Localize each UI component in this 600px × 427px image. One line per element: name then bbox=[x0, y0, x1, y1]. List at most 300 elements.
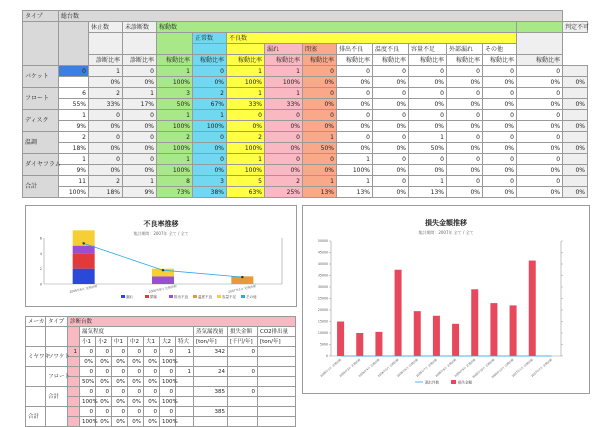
ratio-cell[interactable]: 0% bbox=[123, 121, 157, 132]
bt-ratio-cell[interactable]: 0% bbox=[144, 377, 160, 387]
count-cell[interactable]: 2 bbox=[227, 132, 265, 143]
bt-value-cell[interactable] bbox=[176, 387, 194, 397]
ratio-cell[interactable]: 0% bbox=[337, 143, 373, 154]
bt-value-cell[interactable]: 0 bbox=[228, 367, 258, 377]
count-cell[interactable]: 0 bbox=[265, 110, 303, 121]
bt-ratio-cell[interactable]: 0% bbox=[144, 357, 160, 367]
bt-value-cell[interactable]: 385 bbox=[194, 387, 228, 397]
row-type-label[interactable]: ディスク bbox=[23, 110, 59, 132]
count-cell[interactable] bbox=[563, 132, 588, 143]
ratio-cell[interactable]: 0% bbox=[303, 121, 337, 132]
bt-value-cell[interactable]: 0 bbox=[160, 347, 176, 357]
bt-value-cell[interactable]: 0 bbox=[228, 387, 258, 397]
bt-ratio-cell[interactable]: 0% bbox=[96, 397, 112, 407]
ratio-cell[interactable]: 0% bbox=[373, 77, 409, 88]
ratio-cell[interactable]: 0% bbox=[409, 99, 447, 110]
bt-value-cell[interactable] bbox=[68, 387, 80, 397]
ratio-cell[interactable]: 0% bbox=[517, 77, 563, 88]
count-cell[interactable]: 2 bbox=[89, 88, 123, 99]
bt-value-cell[interactable]: 0 bbox=[128, 387, 144, 397]
ratio-cell[interactable]: 0% bbox=[563, 143, 588, 154]
count-cell[interactable]: 0 bbox=[123, 66, 157, 77]
count-cell[interactable] bbox=[563, 154, 588, 165]
header-normal[interactable]: 正常数 bbox=[193, 33, 227, 44]
ratio-cell[interactable]: 0% bbox=[483, 77, 517, 88]
ratio-cell[interactable]: 0% bbox=[447, 77, 483, 88]
ratio-cell[interactable]: 50% bbox=[303, 143, 337, 154]
bt-header-loss[interactable]: 損失金額 bbox=[228, 327, 258, 337]
bt-ratio-cell[interactable] bbox=[228, 417, 258, 427]
bt-header-maker[interactable]: メーカ bbox=[26, 317, 46, 327]
count-cell[interactable]: 0 bbox=[193, 154, 227, 165]
bt-ratio-cell[interactable] bbox=[228, 377, 258, 387]
bt-ratio-cell[interactable] bbox=[258, 357, 296, 367]
header-cat-capacity[interactable]: 容量不足 bbox=[409, 44, 447, 55]
ratio-cell[interactable]: 100% bbox=[157, 143, 193, 154]
count-cell[interactable]: 1 bbox=[123, 176, 157, 187]
count-cell[interactable]: 0 bbox=[373, 66, 409, 77]
ratio-cell[interactable]: 0% bbox=[517, 187, 563, 198]
bt-value-cell[interactable]: 1 bbox=[176, 367, 194, 377]
header-defective[interactable]: 不良数 bbox=[227, 33, 517, 44]
bt-ratio-cell[interactable] bbox=[228, 357, 258, 367]
ratio-cell[interactable]: 0% bbox=[373, 99, 409, 110]
bt-ratio-cell[interactable] bbox=[258, 417, 296, 427]
count-cell[interactable]: 0 bbox=[409, 66, 447, 77]
ratio-cell[interactable]: 13% bbox=[337, 187, 373, 198]
header-type[interactable]: タイプ bbox=[23, 11, 59, 22]
count-cell[interactable]: 0 bbox=[517, 110, 563, 121]
ratio-cell[interactable]: 0% bbox=[265, 165, 303, 176]
count-cell[interactable]: 0 bbox=[447, 66, 483, 77]
count-cell[interactable]: 1 bbox=[227, 66, 265, 77]
ratio-cell[interactable]: 0% bbox=[409, 77, 447, 88]
ratio-cell[interactable]: 0% bbox=[193, 165, 227, 176]
bt-ratio-cell[interactable]: 100% bbox=[160, 357, 176, 367]
bt-value-cell[interactable]: 24 bbox=[194, 367, 228, 377]
ratio-cell[interactable]: 0% bbox=[89, 77, 123, 88]
count-cell[interactable]: 0 bbox=[447, 176, 483, 187]
header-operating[interactable]: 稼動数 bbox=[157, 22, 517, 33]
header-stopped[interactable]: 休止数 bbox=[89, 22, 123, 33]
bt-value-cell[interactable]: 0 bbox=[96, 407, 112, 417]
ratio-cell[interactable]: 63% bbox=[227, 187, 265, 198]
ratio-cell[interactable]: 0% bbox=[483, 165, 517, 176]
ratio-cell[interactable]: 50% bbox=[409, 143, 447, 154]
count-cell[interactable]: 2 bbox=[59, 132, 89, 143]
bt-value-cell[interactable]: 0 bbox=[160, 387, 176, 397]
ratio-cell[interactable]: 18% bbox=[89, 187, 123, 198]
count-cell[interactable]: 8 bbox=[157, 176, 193, 187]
ratio-cell[interactable]: 0% bbox=[447, 143, 483, 154]
ratio-cell[interactable]: 0% bbox=[483, 187, 517, 198]
count-cell[interactable]: 0 bbox=[337, 132, 373, 143]
bt-value-cell[interactable]: 0 bbox=[144, 407, 160, 417]
ratio-cell[interactable]: 17% bbox=[123, 99, 157, 110]
row-type-label[interactable]: 合計 bbox=[23, 176, 59, 198]
count-cell[interactable]: 0 bbox=[337, 88, 373, 99]
count-cell[interactable]: 1 bbox=[157, 110, 193, 121]
bt-value-cell[interactable]: 342 bbox=[194, 347, 228, 357]
bt-ratio-cell[interactable]: 100% bbox=[80, 417, 96, 427]
bt-ratio-cell[interactable]: 100% bbox=[160, 397, 176, 407]
header-cat-leak[interactable]: 漏れ bbox=[265, 44, 303, 55]
bt-ratio-cell[interactable]: 0% bbox=[96, 357, 112, 367]
ratio-cell[interactable]: 0% bbox=[517, 143, 563, 154]
ratio-cell[interactable]: 0% bbox=[265, 143, 303, 154]
ratio-cell[interactable]: 0% bbox=[563, 77, 588, 88]
row-type-label[interactable]: ダイヤフラム bbox=[23, 154, 59, 176]
row-type-label[interactable]: 温調 bbox=[23, 132, 59, 154]
count-cell[interactable] bbox=[563, 110, 588, 121]
count-cell[interactable]: 0 bbox=[483, 110, 517, 121]
bt-ratio-cell[interactable] bbox=[176, 417, 194, 427]
header-cat-block[interactable]: 閉塞 bbox=[303, 44, 337, 55]
ratio-cell[interactable]: 0% bbox=[303, 77, 337, 88]
bt-value-cell[interactable]: 0 bbox=[112, 407, 128, 417]
count-cell[interactable]: 0 bbox=[447, 132, 483, 143]
count-cell[interactable]: 0 bbox=[303, 66, 337, 77]
bt-value-cell[interactable]: 0 bbox=[144, 387, 160, 397]
bt-type-cell[interactable]: フロート bbox=[46, 367, 68, 387]
bt-value-cell[interactable] bbox=[228, 407, 258, 417]
header-undiagnosed[interactable]: 未診断数 bbox=[123, 22, 157, 33]
bt-maker-cell[interactable]: ミヤワキ bbox=[26, 347, 46, 367]
bt-ratio-cell[interactable]: 0% bbox=[112, 417, 128, 427]
bt-value-cell[interactable]: 0 bbox=[160, 407, 176, 417]
count-cell[interactable]: 1 bbox=[303, 176, 337, 187]
count-cell[interactable]: 2 bbox=[265, 176, 303, 187]
bt-value-cell[interactable]: 0 bbox=[112, 347, 128, 357]
bt-ratio-cell[interactable] bbox=[194, 397, 228, 407]
ratio-cell[interactable]: 100% bbox=[193, 121, 227, 132]
bt-value-cell[interactable]: 0 bbox=[160, 367, 176, 377]
ratio-cell[interactable]: 100% bbox=[157, 165, 193, 176]
header-cat-external[interactable]: 外部漏れ bbox=[447, 44, 483, 55]
bt-ratio-cell[interactable] bbox=[194, 377, 228, 387]
ratio-cell[interactable]: 0% bbox=[337, 77, 373, 88]
ratio-cell[interactable]: 0% bbox=[563, 165, 588, 176]
bt-value-cell[interactable]: 385 bbox=[194, 407, 228, 417]
ratio-cell[interactable]: 0% bbox=[123, 165, 157, 176]
count-cell[interactable]: 0 bbox=[123, 132, 157, 143]
bt-value-cell[interactable]: 1 bbox=[176, 347, 194, 357]
count-cell[interactable]: 2 bbox=[193, 88, 227, 99]
bt-ratio-cell[interactable]: 0% bbox=[112, 397, 128, 407]
ratio-cell[interactable]: 0% bbox=[373, 143, 409, 154]
ratio-cell[interactable]: 13% bbox=[303, 187, 337, 198]
count-cell[interactable]: 0 bbox=[303, 88, 337, 99]
bt-value-cell[interactable]: 0 bbox=[80, 367, 96, 377]
count-cell[interactable]: 0 bbox=[447, 154, 483, 165]
ratio-cell[interactable]: 100% bbox=[227, 165, 265, 176]
ratio-cell[interactable]: 0% bbox=[337, 121, 373, 132]
count-cell[interactable] bbox=[563, 88, 588, 99]
count-cell[interactable]: 0 bbox=[517, 176, 563, 187]
bt-maker-cell[interactable]: 合計 bbox=[26, 407, 46, 427]
ratio-cell[interactable]: 0% bbox=[563, 99, 588, 110]
count-cell[interactable]: 3 bbox=[157, 88, 193, 99]
bt-ratio-cell[interactable] bbox=[228, 397, 258, 407]
ratio-cell[interactable]: 9% bbox=[123, 187, 157, 198]
ratio-cell[interactable]: 9% bbox=[59, 165, 89, 176]
bt-header-leak-level[interactable]: 漏気程度 bbox=[80, 327, 194, 337]
bt-maker-cell[interactable] bbox=[26, 387, 46, 407]
bt-ratio-cell[interactable] bbox=[68, 417, 80, 427]
count-cell[interactable]: 0 bbox=[303, 154, 337, 165]
bt-value-cell[interactable]: 0 bbox=[80, 347, 96, 357]
bt-ratio-cell[interactable]: 100% bbox=[160, 417, 176, 427]
ratio-cell[interactable]: 0% bbox=[483, 99, 517, 110]
ratio-cell[interactable]: 0% bbox=[409, 121, 447, 132]
bt-value-cell[interactable]: 0 bbox=[144, 367, 160, 377]
count-cell[interactable]: 0 bbox=[483, 176, 517, 187]
ratio-cell[interactable]: 0% bbox=[373, 165, 409, 176]
ratio-cell[interactable]: 25% bbox=[265, 187, 303, 198]
bt-value-cell[interactable]: 0 bbox=[112, 387, 128, 397]
ratio-cell[interactable]: 0% bbox=[517, 121, 563, 132]
bt-ratio-cell[interactable] bbox=[194, 357, 228, 367]
bt-ratio-cell[interactable] bbox=[258, 377, 296, 387]
count-cell[interactable]: 0 bbox=[483, 88, 517, 99]
count-cell[interactable]: 1 bbox=[265, 88, 303, 99]
count-cell[interactable]: 0 bbox=[123, 110, 157, 121]
count-cell[interactable]: 1 bbox=[265, 66, 303, 77]
bt-value-cell[interactable]: 0 bbox=[112, 367, 128, 377]
ratio-cell[interactable]: 0% bbox=[123, 143, 157, 154]
count-cell[interactable]: 0 bbox=[447, 88, 483, 99]
ratio-cell[interactable]: 33% bbox=[265, 99, 303, 110]
bt-header-diag-count[interactable]: 診断台数 bbox=[68, 317, 296, 327]
ratio-cell[interactable]: 0% bbox=[193, 77, 227, 88]
bt-value-cell[interactable]: 0 bbox=[228, 347, 258, 357]
ratio-cell[interactable]: 73% bbox=[157, 187, 193, 198]
bt-ratio-cell[interactable]: 0% bbox=[128, 397, 144, 407]
ratio-cell[interactable]: 0% bbox=[447, 187, 483, 198]
bt-ratio-cell[interactable]: 0% bbox=[144, 397, 160, 407]
count-cell[interactable]: 0 bbox=[89, 110, 123, 121]
count-cell[interactable]: 1 bbox=[337, 176, 373, 187]
ratio-cell[interactable] bbox=[59, 77, 89, 88]
ratio-cell[interactable]: 0% bbox=[483, 143, 517, 154]
count-cell[interactable]: 0 bbox=[373, 154, 409, 165]
bt-value-cell[interactable] bbox=[258, 407, 296, 417]
bt-value-cell[interactable] bbox=[258, 367, 296, 377]
bt-header-type[interactable]: タイプ bbox=[46, 317, 68, 327]
bt-ratio-cell[interactable]: 100% bbox=[80, 397, 96, 407]
bt-ratio-cell[interactable]: 0% bbox=[112, 377, 128, 387]
bt-ratio-cell[interactable]: 0% bbox=[128, 377, 144, 387]
count-cell[interactable]: 0 bbox=[517, 66, 563, 77]
count-cell[interactable]: 0 bbox=[89, 132, 123, 143]
ratio-cell[interactable]: 0% bbox=[447, 121, 483, 132]
ratio-cell[interactable]: 100% bbox=[157, 77, 193, 88]
ratio-cell[interactable]: 33% bbox=[89, 99, 123, 110]
ratio-cell[interactable]: 100% bbox=[265, 77, 303, 88]
count-cell[interactable]: 0 bbox=[89, 154, 123, 165]
ratio-cell[interactable]: 100% bbox=[337, 165, 373, 176]
row-type-label[interactable]: バケット bbox=[23, 66, 59, 88]
count-cell[interactable]: 1 bbox=[59, 154, 89, 165]
count-cell[interactable]: 0 bbox=[483, 154, 517, 165]
bt-ratio-cell[interactable]: 0% bbox=[96, 417, 112, 427]
count-cell[interactable]: 2 bbox=[157, 132, 193, 143]
count-cell[interactable]: 0 bbox=[517, 132, 563, 143]
count-cell[interactable]: 1 bbox=[89, 66, 123, 77]
bt-ratio-cell[interactable]: 0% bbox=[128, 357, 144, 367]
ratio-cell[interactable]: 33% bbox=[227, 99, 265, 110]
count-cell[interactable]: 0 bbox=[303, 110, 337, 121]
count-cell[interactable]: 0 bbox=[59, 66, 89, 77]
count-cell[interactable]: 0 bbox=[265, 132, 303, 143]
bt-value-cell[interactable]: 0 bbox=[128, 347, 144, 357]
count-cell[interactable]: 0 bbox=[483, 66, 517, 77]
count-cell[interactable] bbox=[563, 66, 588, 77]
ratio-cell[interactable]: 100% bbox=[227, 77, 265, 88]
count-cell[interactable]: 1 bbox=[227, 154, 265, 165]
header-cat-other[interactable]: その他 bbox=[483, 44, 517, 55]
ratio-cell[interactable]: 0% bbox=[89, 165, 123, 176]
count-cell[interactable]: 0 bbox=[373, 176, 409, 187]
count-cell[interactable]: 3 bbox=[193, 176, 227, 187]
bt-ratio-cell[interactable] bbox=[176, 377, 194, 387]
bt-type-cell[interactable] bbox=[46, 407, 68, 427]
count-cell[interactable]: 0 bbox=[193, 66, 227, 77]
bt-value-cell[interactable]: 0 bbox=[96, 387, 112, 397]
bt-value-cell[interactable]: 0 bbox=[80, 407, 96, 417]
bt-maker-cell[interactable] bbox=[26, 367, 46, 387]
ratio-cell[interactable]: 100% bbox=[59, 187, 89, 198]
header-total[interactable]: 総台数 bbox=[59, 11, 563, 22]
bt-value-cell[interactable] bbox=[258, 387, 296, 397]
count-cell[interactable]: 5 bbox=[227, 176, 265, 187]
ratio-cell[interactable]: 0% bbox=[89, 143, 123, 154]
count-cell[interactable]: 0 bbox=[409, 88, 447, 99]
count-cell[interactable]: 0 bbox=[517, 154, 563, 165]
ratio-cell[interactable]: 100% bbox=[157, 121, 193, 132]
count-cell[interactable]: 1 bbox=[59, 110, 89, 121]
count-cell[interactable]: 1 bbox=[157, 154, 193, 165]
bt-ratio-cell[interactable]: 0% bbox=[80, 357, 96, 367]
count-cell[interactable]: 1 bbox=[193, 110, 227, 121]
count-cell[interactable]: 11 bbox=[59, 176, 89, 187]
count-cell[interactable]: 1 bbox=[337, 154, 373, 165]
count-cell[interactable]: 0 bbox=[227, 110, 265, 121]
count-cell[interactable]: 0 bbox=[517, 88, 563, 99]
ratio-cell[interactable]: 0% bbox=[89, 121, 123, 132]
ratio-cell[interactable]: 0% bbox=[517, 165, 563, 176]
ratio-cell[interactable]: 0% bbox=[517, 99, 563, 110]
ratio-cell[interactable]: 0% bbox=[447, 99, 483, 110]
bt-ratio-cell[interactable] bbox=[194, 417, 228, 427]
bt-ratio-cell[interactable] bbox=[258, 397, 296, 407]
ratio-cell[interactable]: 100% bbox=[227, 143, 265, 154]
ratio-cell[interactable]: 0% bbox=[193, 143, 227, 154]
bt-ratio-cell[interactable]: 0% bbox=[96, 377, 112, 387]
count-cell[interactable]: 0 bbox=[265, 154, 303, 165]
bt-ratio-cell[interactable] bbox=[68, 397, 80, 407]
count-cell[interactable]: 0 bbox=[123, 154, 157, 165]
ratio-cell[interactable]: 0% bbox=[447, 165, 483, 176]
ratio-cell[interactable]: 0% bbox=[227, 121, 265, 132]
bt-ratio-cell[interactable]: 0% bbox=[144, 417, 160, 427]
bt-value-cell[interactable]: 0 bbox=[144, 347, 160, 357]
ratio-cell[interactable]: 0% bbox=[337, 99, 373, 110]
ratio-cell[interactable]: 0% bbox=[409, 165, 447, 176]
count-cell[interactable]: 0 bbox=[447, 110, 483, 121]
bt-value-cell[interactable] bbox=[176, 407, 194, 417]
bt-ratio-cell[interactable] bbox=[176, 357, 194, 367]
ratio-cell[interactable]: 0% bbox=[373, 121, 409, 132]
bt-ratio-cell[interactable]: 100% bbox=[160, 377, 176, 387]
ratio-cell[interactable]: 0% bbox=[563, 121, 588, 132]
count-cell[interactable]: 6 bbox=[59, 88, 89, 99]
bt-type-cell[interactable]: ソワケト bbox=[46, 347, 68, 367]
ratio-cell[interactable]: 9% bbox=[59, 121, 89, 132]
count-cell[interactable]: 0 bbox=[337, 110, 373, 121]
bt-value-cell[interactable]: 0 bbox=[128, 407, 144, 417]
count-cell[interactable]: 0 bbox=[409, 110, 447, 121]
bt-ratio-cell[interactable]: 0% bbox=[128, 417, 144, 427]
count-cell[interactable]: 0 bbox=[373, 110, 409, 121]
ratio-cell[interactable]: 18% bbox=[59, 143, 89, 154]
bt-type-cell[interactable]: 合計 bbox=[46, 387, 68, 407]
ratio-cell[interactable]: 0% bbox=[303, 165, 337, 176]
ratio-cell[interactable]: 0% bbox=[483, 121, 517, 132]
count-cell[interactable]: 0 bbox=[483, 132, 517, 143]
count-cell[interactable]: 0 bbox=[373, 132, 409, 143]
ratio-cell[interactable]: 0% bbox=[303, 99, 337, 110]
ratio-cell[interactable]: 0% bbox=[373, 187, 409, 198]
header-cat-discharge[interactable]: 排出不良 bbox=[337, 44, 373, 55]
ratio-cell[interactable]: 13% bbox=[409, 187, 447, 198]
count-cell[interactable]: 1 bbox=[409, 132, 447, 143]
bt-value-cell[interactable]: 1 bbox=[68, 347, 80, 357]
ratio-cell[interactable]: 0% bbox=[265, 121, 303, 132]
bt-value-cell[interactable]: 0 bbox=[96, 367, 112, 377]
bt-header-steam[interactable]: 蒸気漏洩量 bbox=[194, 327, 228, 337]
ratio-cell[interactable]: 55% bbox=[59, 99, 89, 110]
bt-value-cell[interactable]: 0 bbox=[80, 387, 96, 397]
count-cell[interactable]: 0 bbox=[373, 88, 409, 99]
bt-ratio-cell[interactable]: 0% bbox=[112, 357, 128, 367]
count-cell[interactable]: 0 bbox=[409, 154, 447, 165]
count-cell[interactable]: 1 bbox=[227, 88, 265, 99]
count-cell[interactable]: 2 bbox=[89, 176, 123, 187]
count-cell[interactable]: 0 bbox=[337, 66, 373, 77]
count-cell[interactable]: 1 bbox=[409, 176, 447, 187]
header-cat-temp[interactable]: 温度不良 bbox=[373, 44, 409, 55]
bt-value-cell[interactable] bbox=[258, 347, 296, 357]
bt-ratio-cell[interactable] bbox=[176, 397, 194, 407]
bt-ratio-cell[interactable]: 50% bbox=[80, 377, 96, 387]
count-cell[interactable]: 1 bbox=[123, 88, 157, 99]
ratio-cell[interactable]: 50% bbox=[157, 99, 193, 110]
count-cell[interactable]: 1 bbox=[157, 66, 193, 77]
count-cell[interactable] bbox=[563, 176, 588, 187]
ratio-cell[interactable]: 67% bbox=[193, 99, 227, 110]
header-judgment-unavailable[interactable]: 判定不可 bbox=[563, 22, 588, 33]
ratio-cell[interactable]: 0% bbox=[123, 77, 157, 88]
ratio-cell[interactable]: 38% bbox=[193, 187, 227, 198]
bt-value-cell[interactable]: 0 bbox=[128, 367, 144, 377]
count-cell[interactable]: 0 bbox=[193, 132, 227, 143]
bt-value-cell[interactable]: 0 bbox=[96, 347, 112, 357]
bt-header-co2[interactable]: CO2排出量 bbox=[258, 327, 296, 337]
ratio-cell[interactable]: 0% bbox=[563, 187, 588, 198]
bt-value-cell[interactable] bbox=[68, 407, 80, 417]
row-type-label[interactable]: フロート bbox=[23, 88, 59, 110]
